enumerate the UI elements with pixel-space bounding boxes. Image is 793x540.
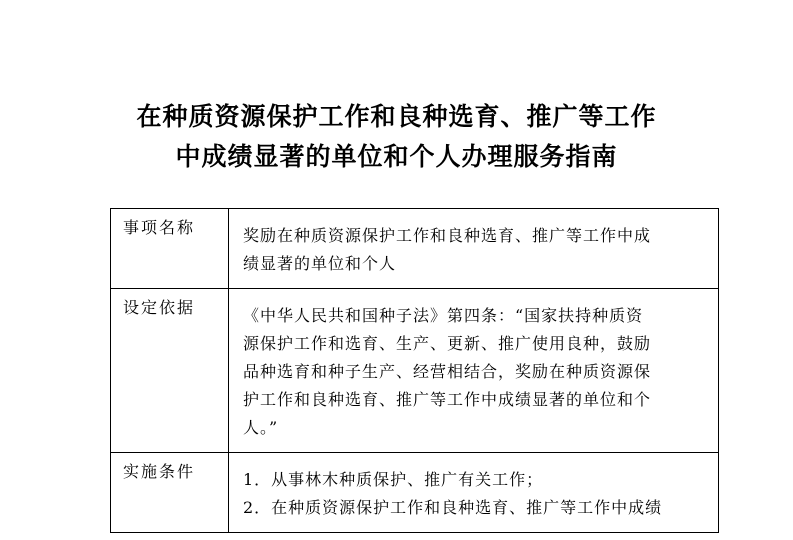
row-value-conditions [229,453,719,533]
row-value-legal-basis [229,289,719,453]
page-title-line-2: 中成绩显著的单位和个人办理服务指南 [175,142,618,171]
row-label-item-name: 事项名称 [111,209,229,289]
legal-basis-line-2: 源保护工作和选育、生产、更新、推广使用良种，鼓励 [243,334,652,353]
conditions-line-1: 1．从事林木种质保护、推广有关工作； [243,470,544,489]
item-name-line-2: 绩显著的单位和个人 [243,254,397,273]
table-row-legal-basis [111,289,719,453]
legal-basis-line-1: 《中华人民共和国种子法》第四条：“国家扶持种质资 [243,306,644,325]
legal-basis-line-5: 人。” [243,418,279,437]
service-guide-table [110,208,719,533]
legal-basis-line-3: 品种选育和种子生产、经营相结合，奖励在种质资源保 [243,362,652,381]
table-row-item-name [111,209,719,289]
row-label-legal-basis: 设定依据 [111,289,229,453]
legal-basis-line-4: 护工作和良种选育、推广等工作中成绩显著的单位和个 [243,390,652,409]
row-label-conditions: 实施条件 [111,453,229,533]
page-title-line-1: 在种质资源保护工作和良种选育、推广等工作 [136,102,657,131]
item-name-line-1: 奖励在种质资源保护工作和良种选育、推广等工作中成 [243,226,652,245]
table-row-conditions [111,453,719,533]
conditions-line-2: 2．在种质资源保护工作和良种选育、推广等工作中成绩 [243,498,663,517]
row-value-item-name [229,209,719,289]
page-title [0,97,793,177]
